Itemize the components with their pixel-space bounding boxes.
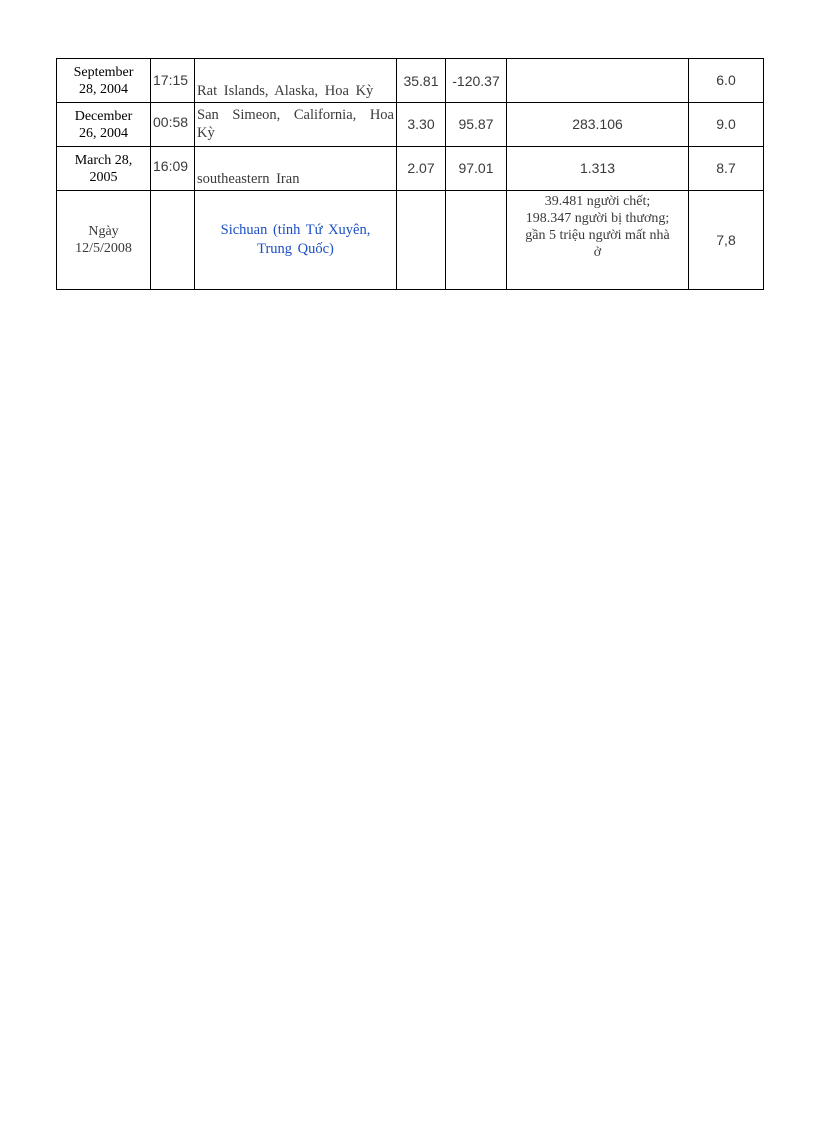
time-cell: 17:15 xyxy=(151,59,195,103)
casualties-line: ở xyxy=(593,245,602,260)
longitude-cell xyxy=(446,191,507,290)
latitude-cell: 2.07 xyxy=(397,147,446,191)
date-line: September xyxy=(73,64,134,80)
date-line: March 28, xyxy=(74,152,133,168)
casualties-line: gần 5 triệu người mất nhà xyxy=(525,228,670,243)
date-line: Ngày xyxy=(88,224,119,239)
date-line: 26, 2004 xyxy=(79,125,128,141)
time-cell: 00:58 xyxy=(151,103,195,147)
magnitude-cell: 8.7 xyxy=(689,147,764,191)
date-line: 2005 xyxy=(89,169,118,185)
latitude-cell: 35.81 xyxy=(397,59,446,103)
longitude-cell: 97.01 xyxy=(446,147,507,191)
magnitude-cell: 7,8 xyxy=(689,191,764,290)
time-cell xyxy=(151,191,195,290)
time-cell: 16:09 xyxy=(151,147,195,191)
casualties-cell: 1.313 xyxy=(507,147,689,191)
date-cell xyxy=(57,103,151,147)
latitude-cell xyxy=(397,191,446,290)
longitude-cell: 95.87 xyxy=(446,103,507,147)
casualties-cell xyxy=(507,59,689,103)
longitude-cell: -120.37 xyxy=(446,59,507,103)
latitude-cell: 3.30 xyxy=(397,103,446,147)
location-line: Sichuan (tỉnh Tứ Xuyên, xyxy=(220,222,371,238)
table-row xyxy=(57,59,764,103)
location-cell xyxy=(195,191,397,290)
table-row xyxy=(57,191,764,290)
location-cell: Rat Islands, Alaska, Hoa Kỳ xyxy=(195,59,397,103)
casualties-line: 198.347 người bị thương; xyxy=(525,211,670,226)
date-cell xyxy=(57,191,151,290)
earthquake-table xyxy=(56,58,764,290)
casualties-line: 39.481 người chết; xyxy=(544,194,651,209)
table-row xyxy=(57,103,764,147)
date-line: 12/5/2008 xyxy=(75,241,132,256)
location-line: Trung Quốc) xyxy=(257,241,334,257)
date-cell xyxy=(57,59,151,103)
date-line: 28, 2004 xyxy=(79,81,128,97)
casualties-cell xyxy=(507,191,689,290)
location-cell: San Simeon, California, Hoa Kỳ xyxy=(195,103,397,147)
casualties-cell: 283.106 xyxy=(507,103,689,147)
magnitude-cell: 6.0 xyxy=(689,59,764,103)
date-line: December xyxy=(74,108,133,124)
date-cell xyxy=(57,147,151,191)
magnitude-cell: 9.0 xyxy=(689,103,764,147)
location-cell: southeastern Iran xyxy=(195,147,397,191)
table-row xyxy=(57,147,764,191)
